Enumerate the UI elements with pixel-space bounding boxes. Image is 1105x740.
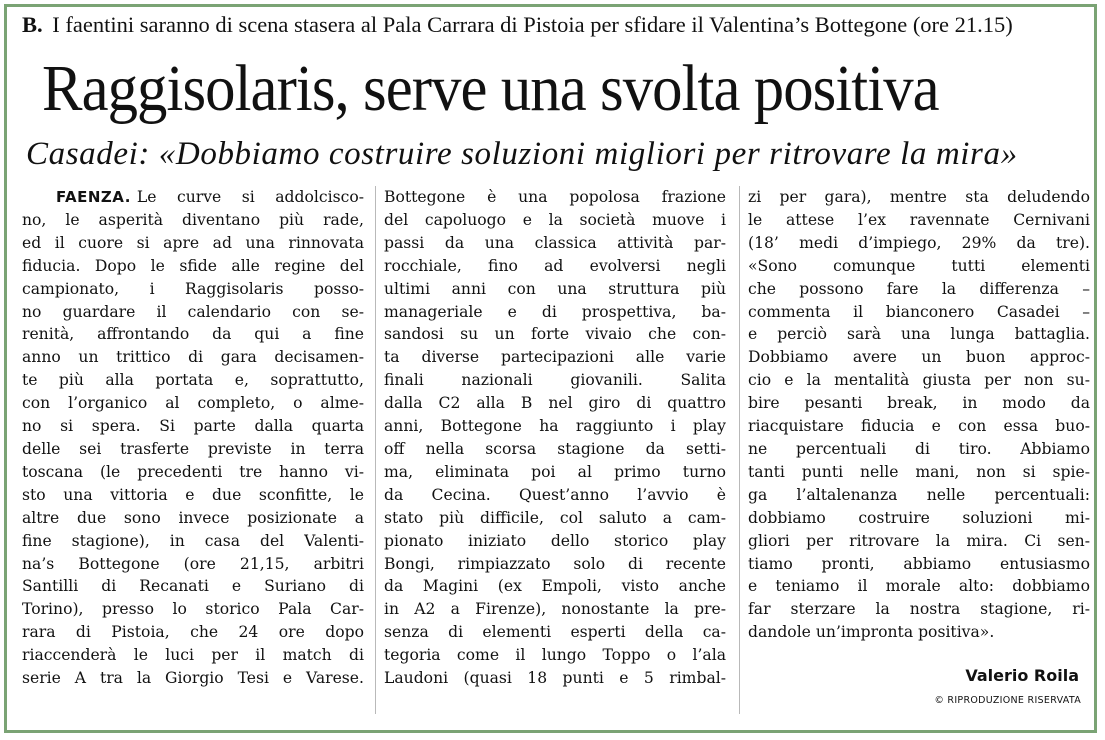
article-line: con l’organico al completo, o alme- [22,394,364,413]
article-line: tanti punti nelle mani, non si spie- [748,462,1090,481]
article-line-text: Le curve si addolcisco- [136,188,364,206]
article-line: dobbiamo costruire soluzioni mi- [748,508,1090,527]
article-line: na’s Bottegone (ore 21,15, arbitri [22,554,364,573]
article-line: renità, affrontando da qui a fine [22,325,364,344]
article-line: tiamo pronti, abbiamo entusiasmo [748,554,1090,573]
article-line: del capoluogo e la società muove i [384,210,726,229]
copyright-notice: © RIPRODUZIONE RISERVATA [934,695,1081,706]
kicker [22,10,1092,40]
article-line: Laudoni (quasi 18 punti e 5 rimbal- [384,669,726,688]
article-line: senza di elementi esperti della ca- [384,623,726,642]
article-line: ma, eliminata poi al primo turno [384,462,726,481]
column-rule [375,186,376,714]
article-line: le attese l’ex ravennate Cernivani [748,210,1090,229]
article-line: anni, Bottegone ha raggiunto i play [384,417,726,436]
article-line: rocchiale, fino ad evolversi negli [384,256,726,275]
article-line: che possono fare la differenza – [748,279,1090,298]
article-line: Bottegone è una popolosa frazione [384,188,726,206]
article-line: far sterzare la nostra stagione, ri- [748,600,1090,619]
article-line: stato più difficile, col saluto a cam- [384,508,726,527]
article-body [20,186,1092,716]
article-line: toscana (le precedenti tre hanno vi- [22,462,364,481]
article-line: ultimi anni con una struttura più [384,279,726,298]
article-line: Dobbiamo avere un buon approc- [748,348,1090,367]
article-line: manageriale e di prospettiva, ba- [384,302,726,321]
article-line: fiducia. Dopo le sfide alle regine del [22,256,364,275]
article-line: dalla C2 alla B nel giro di quattro [384,394,726,413]
article-line: Bongi, rimpiazzato solo di recente [384,554,726,573]
kicker-text: I faentini saranno di scena stasera al Pala Carrara di Pistoia per sfidare il Valentina’s Bottegone (ore 21.15) [52,12,1013,37]
article-line: pionato iniziato dello storico play [384,531,726,550]
column-1 [22,186,364,690]
article-line: riacquistare fiducia e con essa buo- [748,417,1090,436]
article-line: Torino), presso lo storico Pala Car- [22,600,364,619]
article-line: «Sono comunque tutti elementi [748,256,1090,275]
article-line: no guardare il calendario con se- [22,302,364,321]
article-line: gliori per ritrovare la mira. Ci sen- [748,531,1090,550]
article-line: bire pesanti break, in modo da [748,394,1090,413]
article-line: da Magini (ex Empoli, visto anche [384,577,726,596]
article-line: dandole un’impronta positiva». [748,623,995,642]
article-line: serie A tra la Giorgio Tesi e Varese. [22,669,364,688]
article-line: (18’ medi d’impiego, 29% da tre). [748,233,1090,252]
article-line: commenta il bianconero Casadei – [748,302,1090,321]
article-line: altre due sono invece posizionate a [22,508,364,527]
article-line: ga l’altalenanza nelle percentuali: [748,485,1090,504]
column-rule [739,186,740,714]
article-line: finali nazionali giovanili. Salita [384,371,726,390]
article-line [22,186,364,209]
article-line: te più alla portata e, soprattutto, [22,371,364,390]
article-line: ne percentuali di tiro. Abbiamo [748,439,1090,458]
column-3 [748,186,1090,644]
subheadline: Casadei: «Dobbiamo costruire soluzioni migliori per ritrovare la mira» [26,136,1018,172]
article-line: anno un trittico di gara decisamen- [22,348,364,367]
dateline: FAENZA. [56,188,131,206]
article-line: riaccenderà le luci per il match di [22,646,364,665]
article-line: fine stagione), in casa del Valenti- [22,531,364,550]
article-line: passi da una classica attività par- [384,233,726,252]
article-line: no, le asperità diventano più rade, [22,210,364,229]
article-line: e teniamo il morale alto: dobbiamo [748,577,1090,596]
article-line: sandosi su un forte vivaio che con- [384,325,726,344]
author-signature: Valerio Roila [965,666,1079,685]
article-line: campionato, i Raggisolaris posso- [22,279,364,298]
article-line: Santilli di Recanati e Suriano di [22,577,364,596]
article-line: e perciò sarà una lunga battaglia. [748,325,1090,344]
article-line: delle sei trasferte previste in terra [22,439,364,458]
article-line: no si spera. Si parte dalla quarta [22,417,364,436]
article-line: zi per gara), mentre sta deludendo [748,188,1090,206]
article-line: ta diverse partecipazioni alle varie [384,348,726,367]
article-line: sto una vittoria e due sconfitte, le [22,485,364,504]
article-line: ed il cuore si apre ad una rinnovata [22,233,364,252]
article-line: da Cecina. Quest’anno l’avvio è [384,485,726,504]
article-line: off nella scorsa stagione da setti- [384,439,726,458]
column-2 [384,186,726,690]
kicker-tag: B. [22,12,43,37]
headline: Raggisolaris, serve una svolta positiva [42,52,939,125]
article-line: in A2 a Firenze), nonostante la pre- [384,600,726,619]
article-line: tegoria come il lungo Toppo o l’ala [384,646,726,665]
article-line: cio e la mentalità giusta per non su- [748,371,1090,390]
article-line: rara di Pistoia, che 24 ore dopo [22,623,364,642]
